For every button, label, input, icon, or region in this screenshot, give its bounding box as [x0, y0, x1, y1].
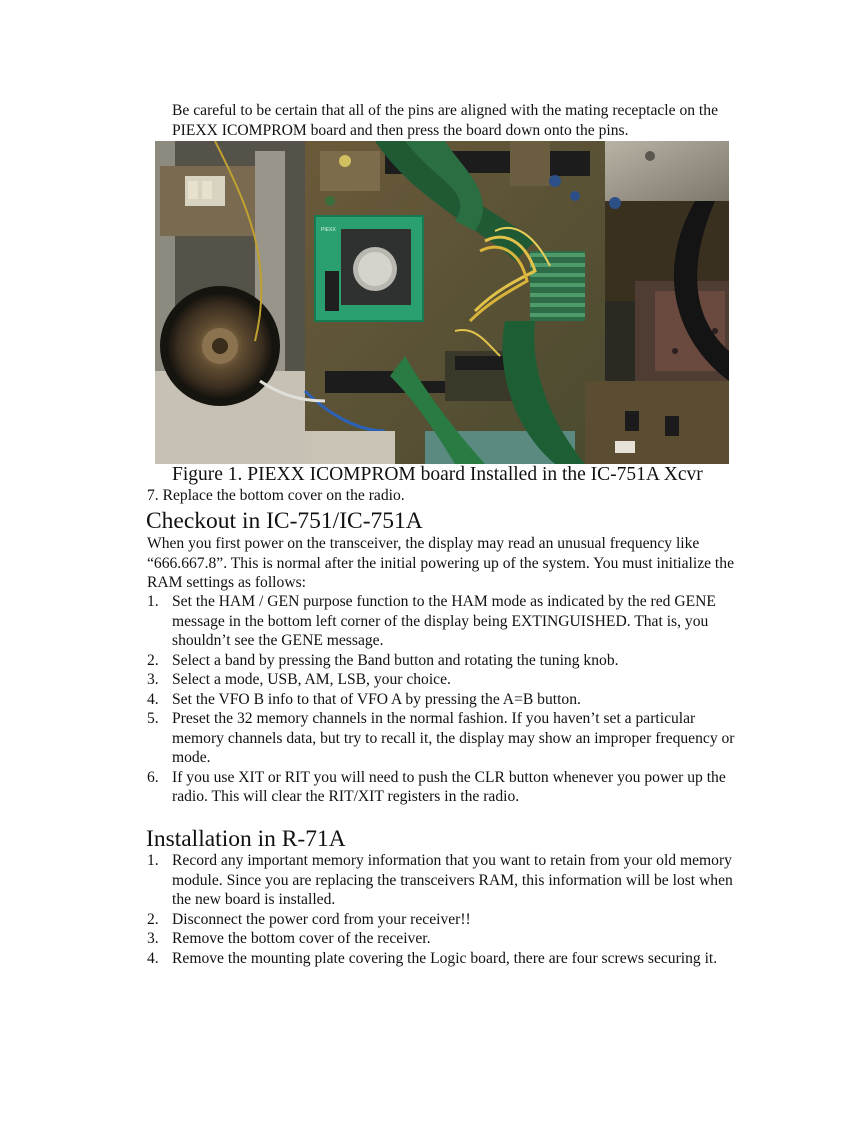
list-text: Set the VFO B info to that of VFO A by pressing the A=B button.	[172, 690, 581, 708]
list-item	[147, 592, 742, 651]
checkout-heading: Checkout in IC-751/IC-751A	[146, 508, 423, 534]
list-text: If you use XIT or RIT you will need to push the CLR button whenever you power up the radio. This will clear the RIT/XIT registers in the radio.	[172, 768, 726, 805]
step-7-text: 7. Replace the bottom cover on the radio.	[147, 487, 405, 504]
list-text: Select a mode, USB, AM, LSB, your choice.	[172, 671, 451, 688]
list-item	[147, 768, 742, 807]
list-item	[147, 851, 742, 910]
list-number: 1.	[147, 593, 159, 610]
list-number: 5.	[147, 710, 159, 727]
checkout-paragraph: When you first power on the transceiver, the display may read an unusual frequency like “666.667.8”. This is normal after the initial powering up of the system. You must initialize the RAM settings as follows:	[147, 535, 734, 591]
figure-photo	[155, 141, 729, 464]
list-text: Disconnect the power cord from your receiver!!	[172, 910, 471, 928]
list-text: Select a band by pressing the Band button and rotating the tuning knob.	[172, 651, 619, 669]
list-number: 4.	[147, 949, 159, 967]
list-item	[147, 949, 742, 969]
list-text: Set the HAM / GEN purpose function to the HAM mode as indicated by the red GENE message in the bottom left corner of the display being EXTINGUISHED. That is, you shouldn’t see the GENE message.	[172, 593, 716, 649]
list-item	[147, 910, 742, 930]
list-number: 2.	[147, 910, 159, 928]
list-number: 6.	[147, 768, 159, 786]
list-text: Preset the 32 memory channels in the normal fashion. If you haven’t set a particular memory channels data, but try to recall it, the display may show an improper frequency or mode.	[172, 710, 735, 766]
list-text: Remove the bottom cover of the receiver.	[172, 930, 431, 947]
intro-paragraph: Be careful to be certain that all of the pins are aligned with the mating receptacle on the PIEXX ICOMPROM board and then press the board down onto the pins.	[172, 102, 718, 139]
list-number: 3.	[147, 930, 159, 947]
list-number: 2.	[147, 651, 159, 669]
list-item	[147, 929, 742, 949]
list-item	[147, 651, 742, 671]
list-item	[147, 709, 742, 768]
list-text: Record any important memory information that you want to retain from your old memory module. Since you are replacing the transceivers RAM, this information will be lost when the new board is installed.	[172, 852, 733, 908]
list-text: Remove the mounting plate covering the Logic board, there are four screws securing it.	[172, 949, 718, 967]
installation-heading: Installation in R-71A	[146, 826, 346, 852]
list-item	[147, 670, 742, 690]
list-number: 1.	[147, 852, 159, 869]
figure-caption: Figure 1. PIEXX ICOMPROM board Installed in the IC-751A Xcvr	[172, 464, 703, 485]
list-number: 4.	[147, 690, 159, 708]
svg-text:PIEXX: PIEXX	[321, 227, 336, 233]
list-number: 3.	[147, 671, 159, 688]
list-item	[147, 690, 742, 710]
installation-steps-list	[147, 851, 742, 968]
checkout-steps-list	[147, 592, 742, 807]
circuit-board-photo	[155, 141, 729, 464]
